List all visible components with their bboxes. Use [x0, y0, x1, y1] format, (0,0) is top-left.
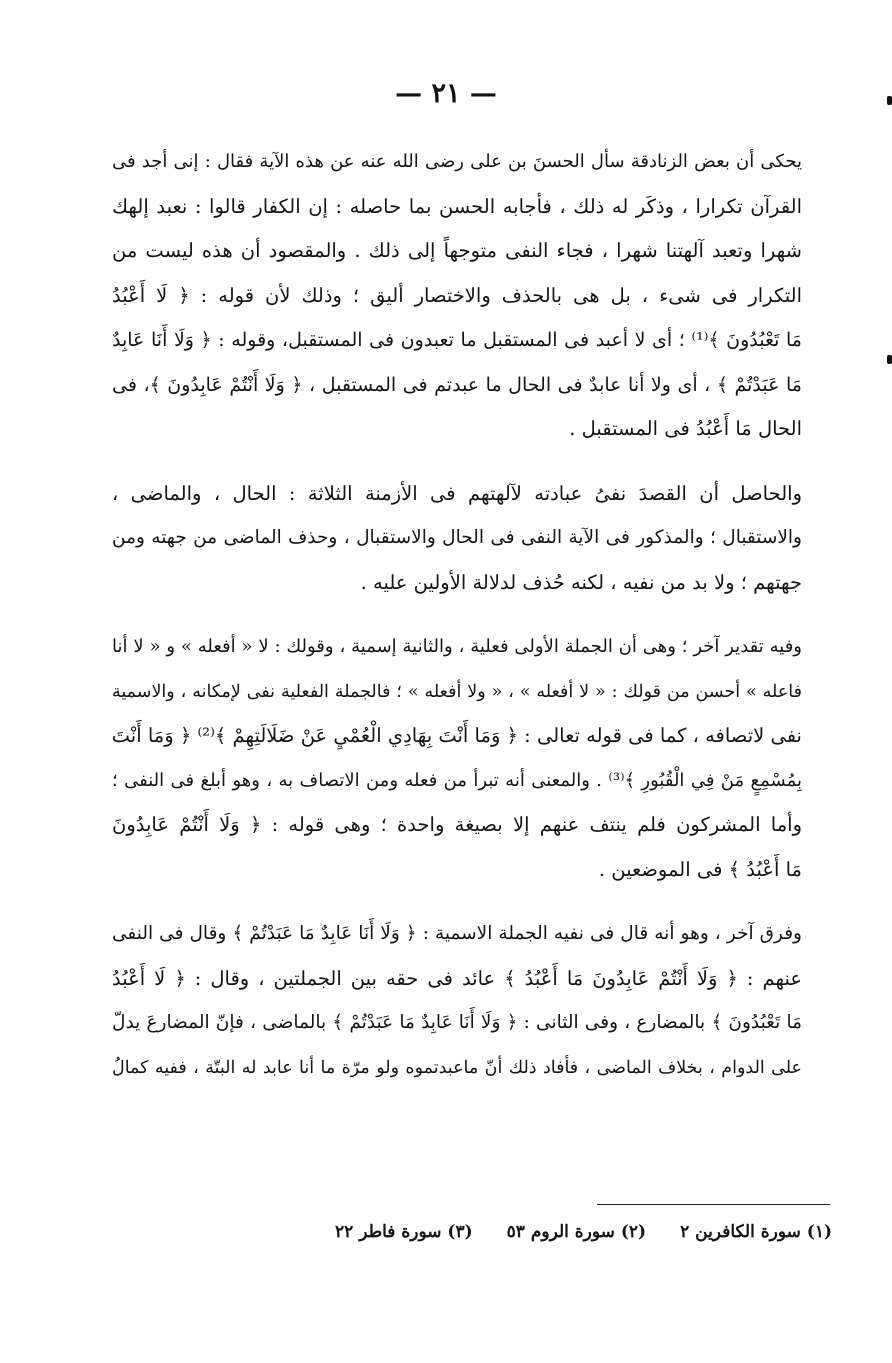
footnotes	[212, 1222, 832, 1242]
text-line: وأما المشركون فلم ينتف عنهم إلا بصيغة واحدة ؛ وهى قوله : ﴿ وَلَا أَنْتُمْ عَابِدُونَ	[112, 813, 802, 836]
page-number: — ٢١ —	[395, 78, 497, 109]
text-line: بِمُسْمِعٍ مَنْ فِي الْقُبُورِ ﴾⁽³⁾ . والمعنى أنه تبرأ من فعله ومن الاتصاف به ، وهو أبلغ فى النفى ؛	[112, 769, 802, 791]
paragraph	[112, 912, 802, 1090]
text-line: القرآن تكرارا ، وذكَر له ذلك ، فأجابه الحسن بما حاصله : إن الكفار قالوا : نعبد إلهك	[112, 194, 802, 218]
footnote-2: (٢) سورة الروم ٥٣	[506, 1222, 647, 1242]
text-line: على الدوام ، بخلاف الماضى ، فأفاد ذلك أنّ ماعبدتموه ولو مرّة ما أنا عابد له البتّة ، ففيه كمالُ	[112, 1057, 802, 1078]
text-line: التكرار فى شىء ، بل هى بالحذف والاختصار أليق ؛ وذلك لأن قوله : ﴿ لَا أَعْبُدُ	[112, 283, 802, 307]
footnote-3: (٣) سورة فاطر ٢٢	[335, 1222, 473, 1242]
text-line: نفى لاتصافه ، كما فى قوله تعالى : ﴿ وَمَا أَنْتَ بِهَادِي الْعُمْيِ عَنْ ضَلَالَتِهِمْ ﴾⁽²⁾ ﴿ وَمَا أَنْتَ	[112, 724, 802, 747]
text-line: مَا تَعْبُدُونَ ﴾⁽¹⁾ ؛ أى لا أعبد فى المستقبل ما تعبدون فى المستقبل، وقوله : ﴿ وَلَا أَنَا عَابِدٌ	[112, 329, 802, 351]
text-line: فاعله » أحسن من قولك : « لا أفعله » ، « ولا أفعله » ؛ فالجملة الفعلية نفى لإمكانه ، والاسمية	[112, 681, 802, 702]
text-line: وفرق آخر ، وهو أنه قال فى نفيه الجملة الاسمية : ﴿ وَلَا أَنَا عَابِدٌ مَا عَبَدْتُمْ ﴾ وقال فى النفى	[112, 923, 802, 944]
paragraph	[112, 625, 802, 892]
footnote-1: (١) سورة الكافرين ٢	[680, 1222, 832, 1242]
text-line: والحاصل أن القصدَ نفىُ عبادته لآلهتهم فى الأزمنة الثلاثة : الحال ، والماضى ،	[112, 481, 802, 505]
scan-mark-middle	[887, 355, 892, 364]
text-line: عنهم : ﴿ وَلَا أَنْتُمْ عَابِدُونَ مَا أَعْبُدُ ﴾ عائد فى حقه بين الجملتين ، وقال : ﴿ لَا أَعْبُدُ	[112, 966, 802, 990]
text-line: يحكى أن بعض الزنادقة سأل الحسنَ بن على رضى الله عنه عن هذه الآية فقال : إنى أجد فى	[112, 151, 802, 172]
footnote-divider	[597, 1204, 830, 1205]
body-text	[112, 140, 802, 1110]
scan-mark-top	[887, 96, 892, 105]
paragraph	[112, 140, 802, 452]
text-line: شهرا وتعبد آلهتنا شهرا ، فجاء النفى متوجهاً إلى ذلك . والمقصود أن هذه ليست من	[112, 239, 802, 262]
text-line: مَا أَعْبُدُ ﴾ فى الموضعين .	[598, 857, 802, 881]
text-line: مَا تَعْبُدُونَ ﴾ بالمضارع ، وفى الثانى : ﴿ وَلَا أَنَا عَابِدٌ مَا عَبَدْتُمْ ﴾ بالماضى ، فإنّ المضارعَ يدلّ	[112, 1012, 802, 1033]
text-line: الحال مَا أَعْبُدُ فى المستقبل .	[569, 417, 802, 440]
text-line: وفيه تقدير آخر ؛ وهى أن الجملة الأولى فعلية ، والثانية إسمية ، وقولك : لا « أفعله » و « لا أنا	[112, 636, 802, 657]
text-line: مَا عَبَدْتُمْ ﴾ ، أى ولا أنا عابدٌ فى الحال ما عبدتم فى المستقبل ، ﴿ وَلَا أَنْتُمْ عَابِدُونَ ﴾، فى	[112, 373, 802, 396]
paragraph	[112, 472, 802, 606]
text-line: جهتهم ؛ ولا بد من نفيه ، لكنه حُذف لدلالة الأولين عليه .	[360, 570, 802, 594]
text-line: والاستقبال ؛ والمذكور فى الآية النفى فى الحال والاستقبال ، وحذف الماضى من جهته ومن	[112, 527, 802, 548]
